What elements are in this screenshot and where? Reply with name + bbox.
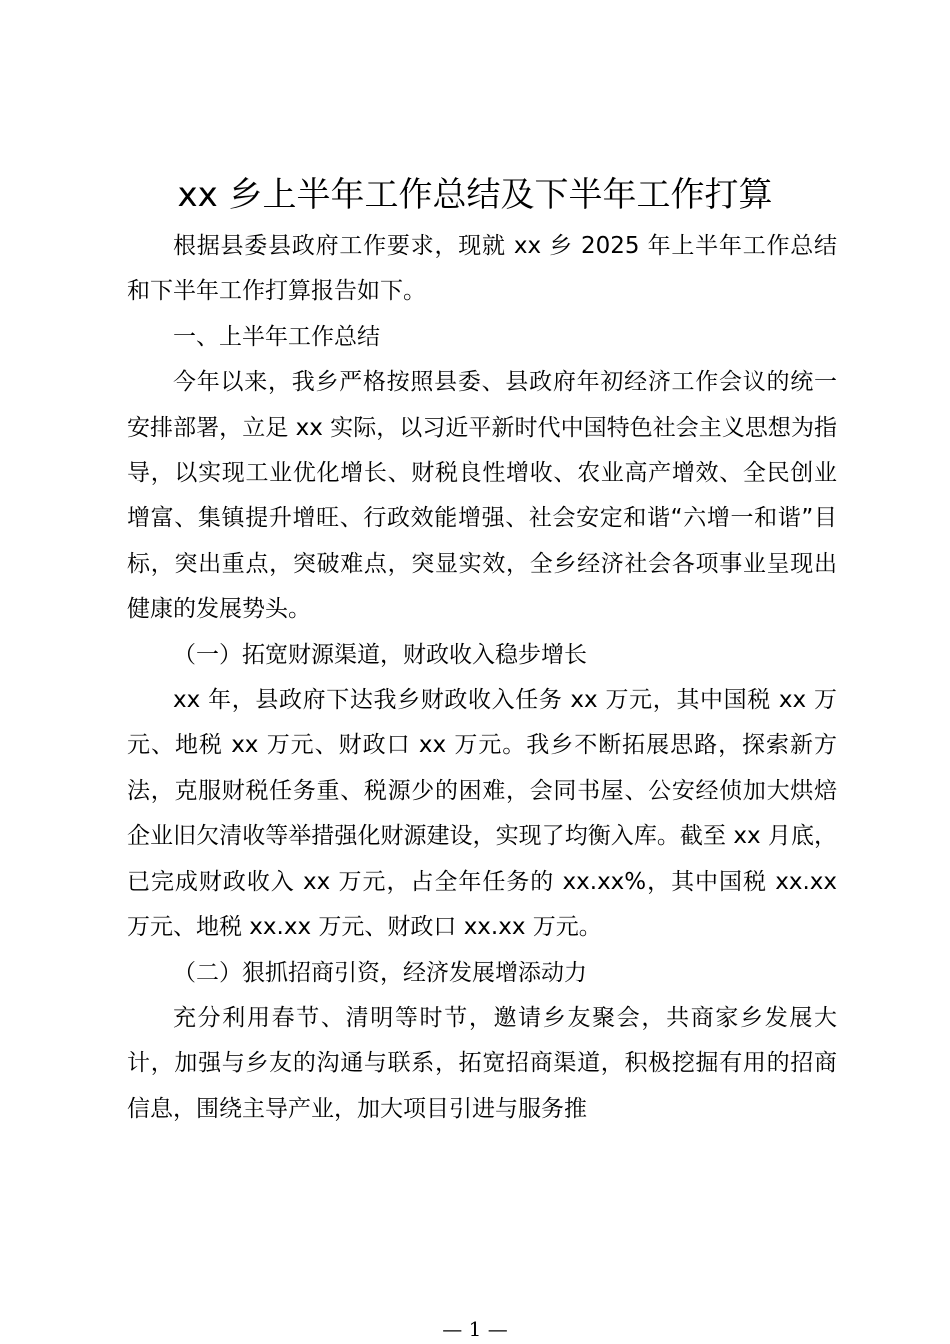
subsection-heading-investment: （二）狠抓招商引资，经济发展增添动力 xyxy=(173,959,587,986)
section-paragraph-overview: 今年以来，我乡严格按照县委、县政府年初经济工作会议的统一安排部署，立足 xx 实际，以习近平新时代中国特色社会主义思想为指导，以实现工业优化增长、财税良性增收、农业高产增效、全民创业增富、集镇提升增旺、行政效能增强、社会安定和谐“六增一和谐”目标，突出重点，突破难点，突显实效，全乡经济社会各项事业呈现出健康的发展势头。 xyxy=(127,369,837,623)
subsection-paragraph-investment: 充分利用春节、清明等时节，邀请乡友聚会，共商家乡发展大计，加强与乡友的沟通与联系，拓宽招商渠道，积极挖掘有用的招商信息，围绕主导产业，加大项目引进与服务推 xyxy=(127,1004,837,1122)
document-body xyxy=(127,224,837,1132)
subsection-paragraph-finance: xx 年，县政府下达我乡财政收入任务 xx 万元，其中国税 xx 万元、地税 xx 万元、财政口 xx 万元。我乡不断拓展思路，探索新方法，克服财税任务重、税源少的困难，会同书屋、公安经侦加大烘焙企业旧欠清收等举措强化财源建设，实现了均衡入库。截至 xx 月底，已完成财政收入 xx 万元，占全年任务的 xx.xx%，其中国税 xx.xx 万元、地税 xx.xx 万元、财政口 xx.xx 万元。 xyxy=(127,687,837,941)
subsection-heading-finance: （一）拓宽财源渠道，财政收入稳步增长 xyxy=(173,641,587,668)
intro-paragraph: 根据县委县政府工作要求，现就 xx 乡 2025 年上半年工作总结和下半年工作打算报告如下。 xyxy=(127,233,837,305)
page-number: — 1 — xyxy=(442,1317,508,1341)
section-heading-first-half-summary: 一、上半年工作总结 xyxy=(173,323,380,350)
document-title: xx 乡上半年工作总结及下半年工作打算 xyxy=(177,175,773,215)
